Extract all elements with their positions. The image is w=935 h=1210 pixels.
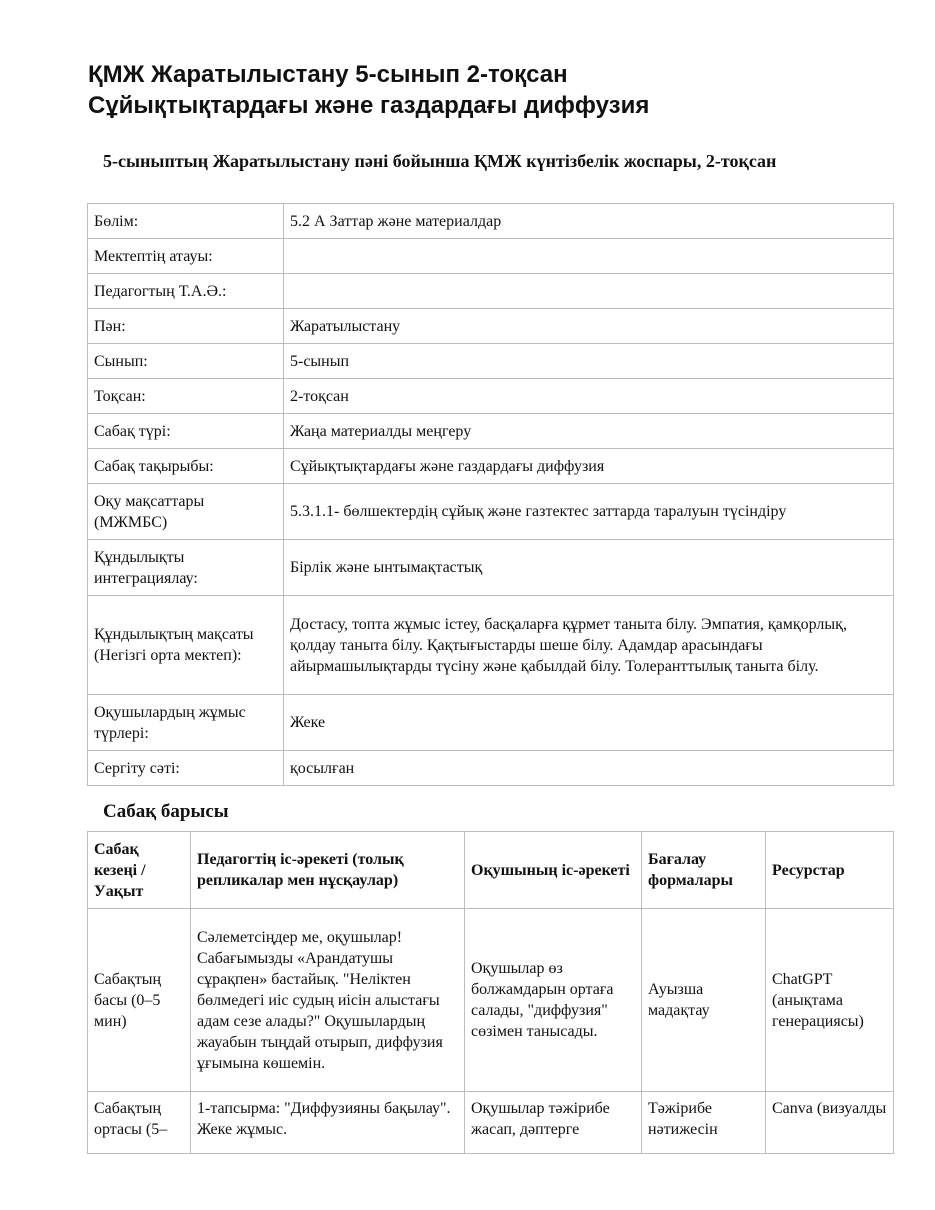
info-value: Жаратылыстану xyxy=(284,309,894,344)
info-label: Сабақ тақырыбы: xyxy=(88,449,284,484)
info-label: Педагогтың Т.А.Ә.: xyxy=(88,274,284,309)
title-line-2: Сұйықтықтардағы және газдардағы диффузия xyxy=(88,92,650,119)
title-line-1: ҚМЖ Жаратылыстану 5-сынып 2-тоқсан xyxy=(88,61,568,88)
lesson-progress-heading: Сабақ барысы xyxy=(103,801,229,822)
info-value: 2-тоқсан xyxy=(284,379,894,414)
info-label: Пән: xyxy=(88,309,284,344)
info-row xyxy=(88,379,894,414)
stage-cell: Сабақтың ортасы (5– xyxy=(88,1092,191,1154)
lesson-progress-table xyxy=(87,831,894,1154)
info-value: Сұйықтықтардағы және газдардағы диффузия xyxy=(284,449,894,484)
resources-cell: Canva (визуалды xyxy=(766,1092,894,1154)
table-header-row xyxy=(88,832,894,909)
info-value: 5-сынып xyxy=(284,344,894,379)
info-value xyxy=(284,274,894,309)
lesson-info-table xyxy=(87,203,894,786)
info-row xyxy=(88,309,894,344)
info-row xyxy=(88,449,894,484)
table-row xyxy=(88,1092,894,1154)
info-value: қосылған xyxy=(284,751,894,786)
info-row xyxy=(88,414,894,449)
info-row xyxy=(88,484,894,540)
student-activity-cell: Оқушылар тәжірибе жасап, дәптерге xyxy=(465,1092,642,1154)
info-value: 5.2 А Заттар және материалдар xyxy=(284,204,894,239)
info-value xyxy=(284,239,894,274)
assessment-cell: Тәжірибе нәтижесін xyxy=(642,1092,766,1154)
info-label: Оқу мақсаттары (МЖМБС) xyxy=(88,484,284,540)
plan-subtitle: 5-сыныптың Жаратылыстану пәні бойынша ҚМЖ күнтізбелік жоспары, 2-тоқсан xyxy=(103,151,777,171)
info-row xyxy=(88,274,894,309)
student-activity-cell: Оқушылар өз болжамдарын ортаға салады, "диффузия" сөзімен танысады. xyxy=(465,909,642,1092)
info-row xyxy=(88,596,894,695)
info-row xyxy=(88,751,894,786)
info-label: Оқушылардың жұмыс түрлері: xyxy=(88,695,284,751)
info-row xyxy=(88,344,894,379)
stage-cell: Сабақтың басы (0–5 мин) xyxy=(88,909,191,1092)
header-student-activity: Оқушының іс-әрекеті xyxy=(465,832,642,909)
document-title xyxy=(88,59,888,121)
info-label: Бөлім: xyxy=(88,204,284,239)
info-row xyxy=(88,540,894,596)
header-stage-time: Сабақ кезеңі / Уақыт xyxy=(88,832,191,909)
info-value: 5.3.1.1- бөлшектердің сұйық және газтектес заттарда таралуын түсіндіру xyxy=(284,484,894,540)
info-label: Құндылықтың мақсаты (Негізгі орта мектеп): xyxy=(88,596,284,695)
info-label: Мектептің атауы: xyxy=(88,239,284,274)
info-row xyxy=(88,239,894,274)
info-row xyxy=(88,695,894,751)
info-value: Жаңа материалды меңгеру xyxy=(284,414,894,449)
info-label: Сергіту сәті: xyxy=(88,751,284,786)
info-value: Жеке xyxy=(284,695,894,751)
info-label: Сабақ түрі: xyxy=(88,414,284,449)
info-value: Бірлік және ынтымақтастық xyxy=(284,540,894,596)
info-label: Құндылықты интеграциялау: xyxy=(88,540,284,596)
header-assessment: Бағалау формалары xyxy=(642,832,766,909)
teacher-activity-cell: 1-тапсырма: "Диффузияны бақылау". Жеке жұмыс. xyxy=(191,1092,465,1154)
header-teacher-activity: Педагогтің іс-әрекеті (толық репликалар мен нұсқаулар) xyxy=(191,832,465,909)
assessment-cell: Ауызша мадақтау xyxy=(642,909,766,1092)
resources-cell: ChatGPT (анықтама генерациясы) xyxy=(766,909,894,1092)
teacher-activity-cell: Сәлеметсіңдер ме, оқушылар! Сабағымызды «Арандатушы сұрақпен» бастайық. "Неліктен бөлмедегі иіс судың иісін алыстағы адам сезе алады?" Оқушылардың жауабын тыңдай отырып, диффузия ұғымына көшемін. xyxy=(191,909,465,1092)
info-value: Достасу, топта жұмыс істеу, басқаларға құрмет таныта білу. Эмпатия, қамқорлық, қолдау таныта білу. Қақтығыстарды шеше білу. Адамдар арасындағы айырмашылықтарды түсіну және қабылдай білу. Толеранттылық таныта білу. xyxy=(284,596,894,695)
info-label: Тоқсан: xyxy=(88,379,284,414)
info-label: Сынып: xyxy=(88,344,284,379)
header-resources: Ресурстар xyxy=(766,832,894,909)
info-row xyxy=(88,204,894,239)
table-row xyxy=(88,909,894,1092)
